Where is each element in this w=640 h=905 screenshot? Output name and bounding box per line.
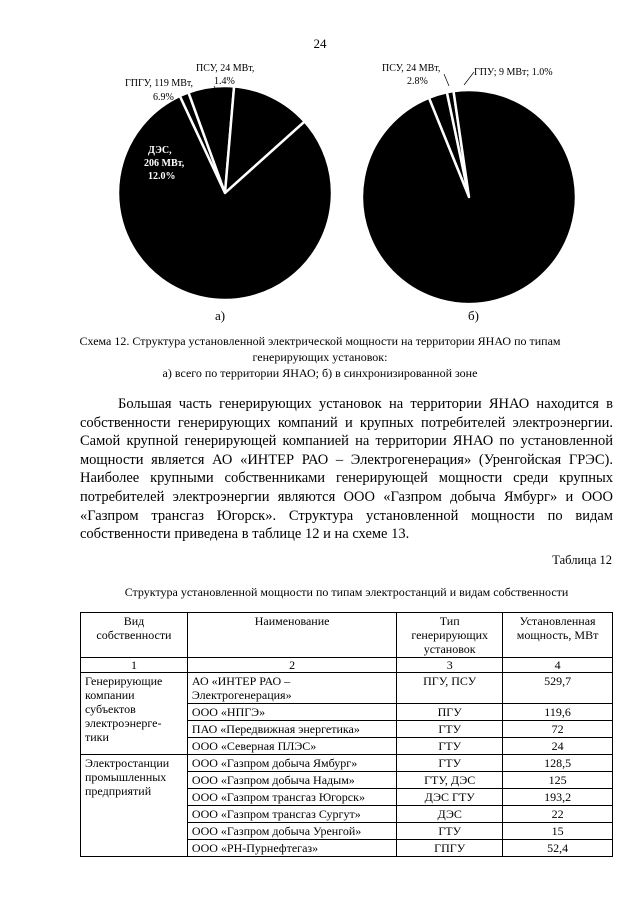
row-type: ДЭС [397,806,503,823]
pie-slice [362,90,576,304]
caption-line-1: Схема 12. Структура установленной электрической мощности на территории ЯНАО по типам [79,334,561,348]
row-power: 119,6 [503,704,613,721]
row-name: ПАО «Передвижная энергетика» [187,721,396,738]
row-type: ГТУ, ДЭС [397,772,503,789]
row-power: 52,4 [503,840,613,857]
row-type: ПГУ [397,704,503,721]
caption-line-2: генерирующих установок: [252,350,388,364]
row-power: 125 [503,772,613,789]
row-type: ПГУ, ПСУ [397,673,503,704]
pie-a-label-des-mw: 206 МВт, [144,158,185,169]
table-number-row [81,658,613,673]
row-power: 193,2 [503,789,613,806]
table-row [81,755,613,772]
col-number: 3 [397,658,503,673]
header-name: Наименование [187,613,396,658]
caption-line-3: а) всего по территории ЯНАО; б) в синхронизированной зоне [162,366,478,380]
pie-b-label-psu: ПСУ, 24 МВт, [382,63,441,74]
row-power: 128,5 [503,755,613,772]
row-type: ГПГУ [397,840,503,857]
row-name: ООО «Газпром трансгаз Сургут» [187,806,396,823]
row-type: ГТУ [397,755,503,772]
col-number: 4 [503,658,613,673]
row-type: ДЭС ГТУ [397,789,503,806]
pie-a-label-gpgu: ГПГУ, 119 МВт, [125,78,194,89]
table-title: Структура установленной мощности по типам электростанций и видам собственности [124,585,569,599]
row-name: ООО «РН-Пурнефтегаз» [187,840,396,857]
header-type: Тип генерирующих установок [397,613,503,658]
row-name: ООО «Газпром добыча Уренгой» [187,823,396,840]
pie-charts [0,0,640,330]
pie-chart-a [118,86,332,300]
row-name: ООО «Газпром трансгаз Югорск» [187,789,396,806]
table-label: Таблица 12 [552,553,612,567]
row-name: АО «ИНТЕР РАО – Электрогенерация» [187,673,396,704]
figure-caption [60,333,580,381]
row-power: 72 [503,721,613,738]
row-power: 22 [503,806,613,823]
group-cell-industrial: Электростанции промышленных предприятий [81,755,188,857]
pie-a-label-des-pct: 12.0% [148,171,176,182]
pie-chart-b [362,90,576,304]
table-row [81,673,613,704]
header-power: Установленная мощность, МВт [503,613,613,658]
ownership-table [80,612,613,857]
row-type: ГТУ [397,721,503,738]
row-name: ООО «Северная ПЛЭС» [187,738,396,755]
row-power: 529,7 [503,673,613,704]
pie-a-label-psu: ПСУ, 24 МВт, [196,63,255,74]
pie-a-panel-label: а) [215,308,226,323]
row-name: ООО «НПГЭ» [187,704,396,721]
row-name: ООО «Газпром добыча Ямбург» [187,755,396,772]
page-number: 24 [313,36,327,51]
col-number: 1 [81,658,188,673]
table-header-row [81,613,613,658]
pie-a-label-gpgu-pct: 6.9% [153,92,174,103]
group-cell-generating: Генерирующие компании субъектов электроэнерге-тики [81,673,188,755]
pie-a-label-des: ДЭС, [148,145,172,156]
row-name: ООО «Газпром добыча Надым» [187,772,396,789]
pie-b-label-gpu: ГПУ; 9 МВт; 1.0% [474,67,553,78]
header-ownership: Вид собственности [81,613,188,658]
paragraph-text: Большая часть генерирующих установок на территории ЯНАО находится в собственности генерирующих компаний и крупных потребителей электроэнергии. Самой крупной генерирующей компанией на территории ЯНАО по установленной мощности является АО «ИНТЕР РАО – Электрогенерация» (Уренгойская ГРЭС). Наиболее крупными собственниками генерирующей мощности среди крупных потребителей электроэнергии являются ООО «Газпром добыча Ямбург» и ООО «Газпром трансгаз Югорск». Структура установленной мощности по видам собственности приведена в таблице 12 и на схеме 13. [80,396,613,543]
row-type: ГТУ [397,738,503,755]
col-number: 2 [187,658,396,673]
body-paragraph [80,395,613,544]
row-power: 15 [503,823,613,840]
pie-b-panel-label: б) [468,308,479,323]
pie-a-label-psu-pct: 1.4% [214,76,235,87]
row-power: 24 [503,738,613,755]
row-type: ГТУ [397,823,503,840]
pie-b-label-psu-pct: 2.8% [407,76,428,87]
